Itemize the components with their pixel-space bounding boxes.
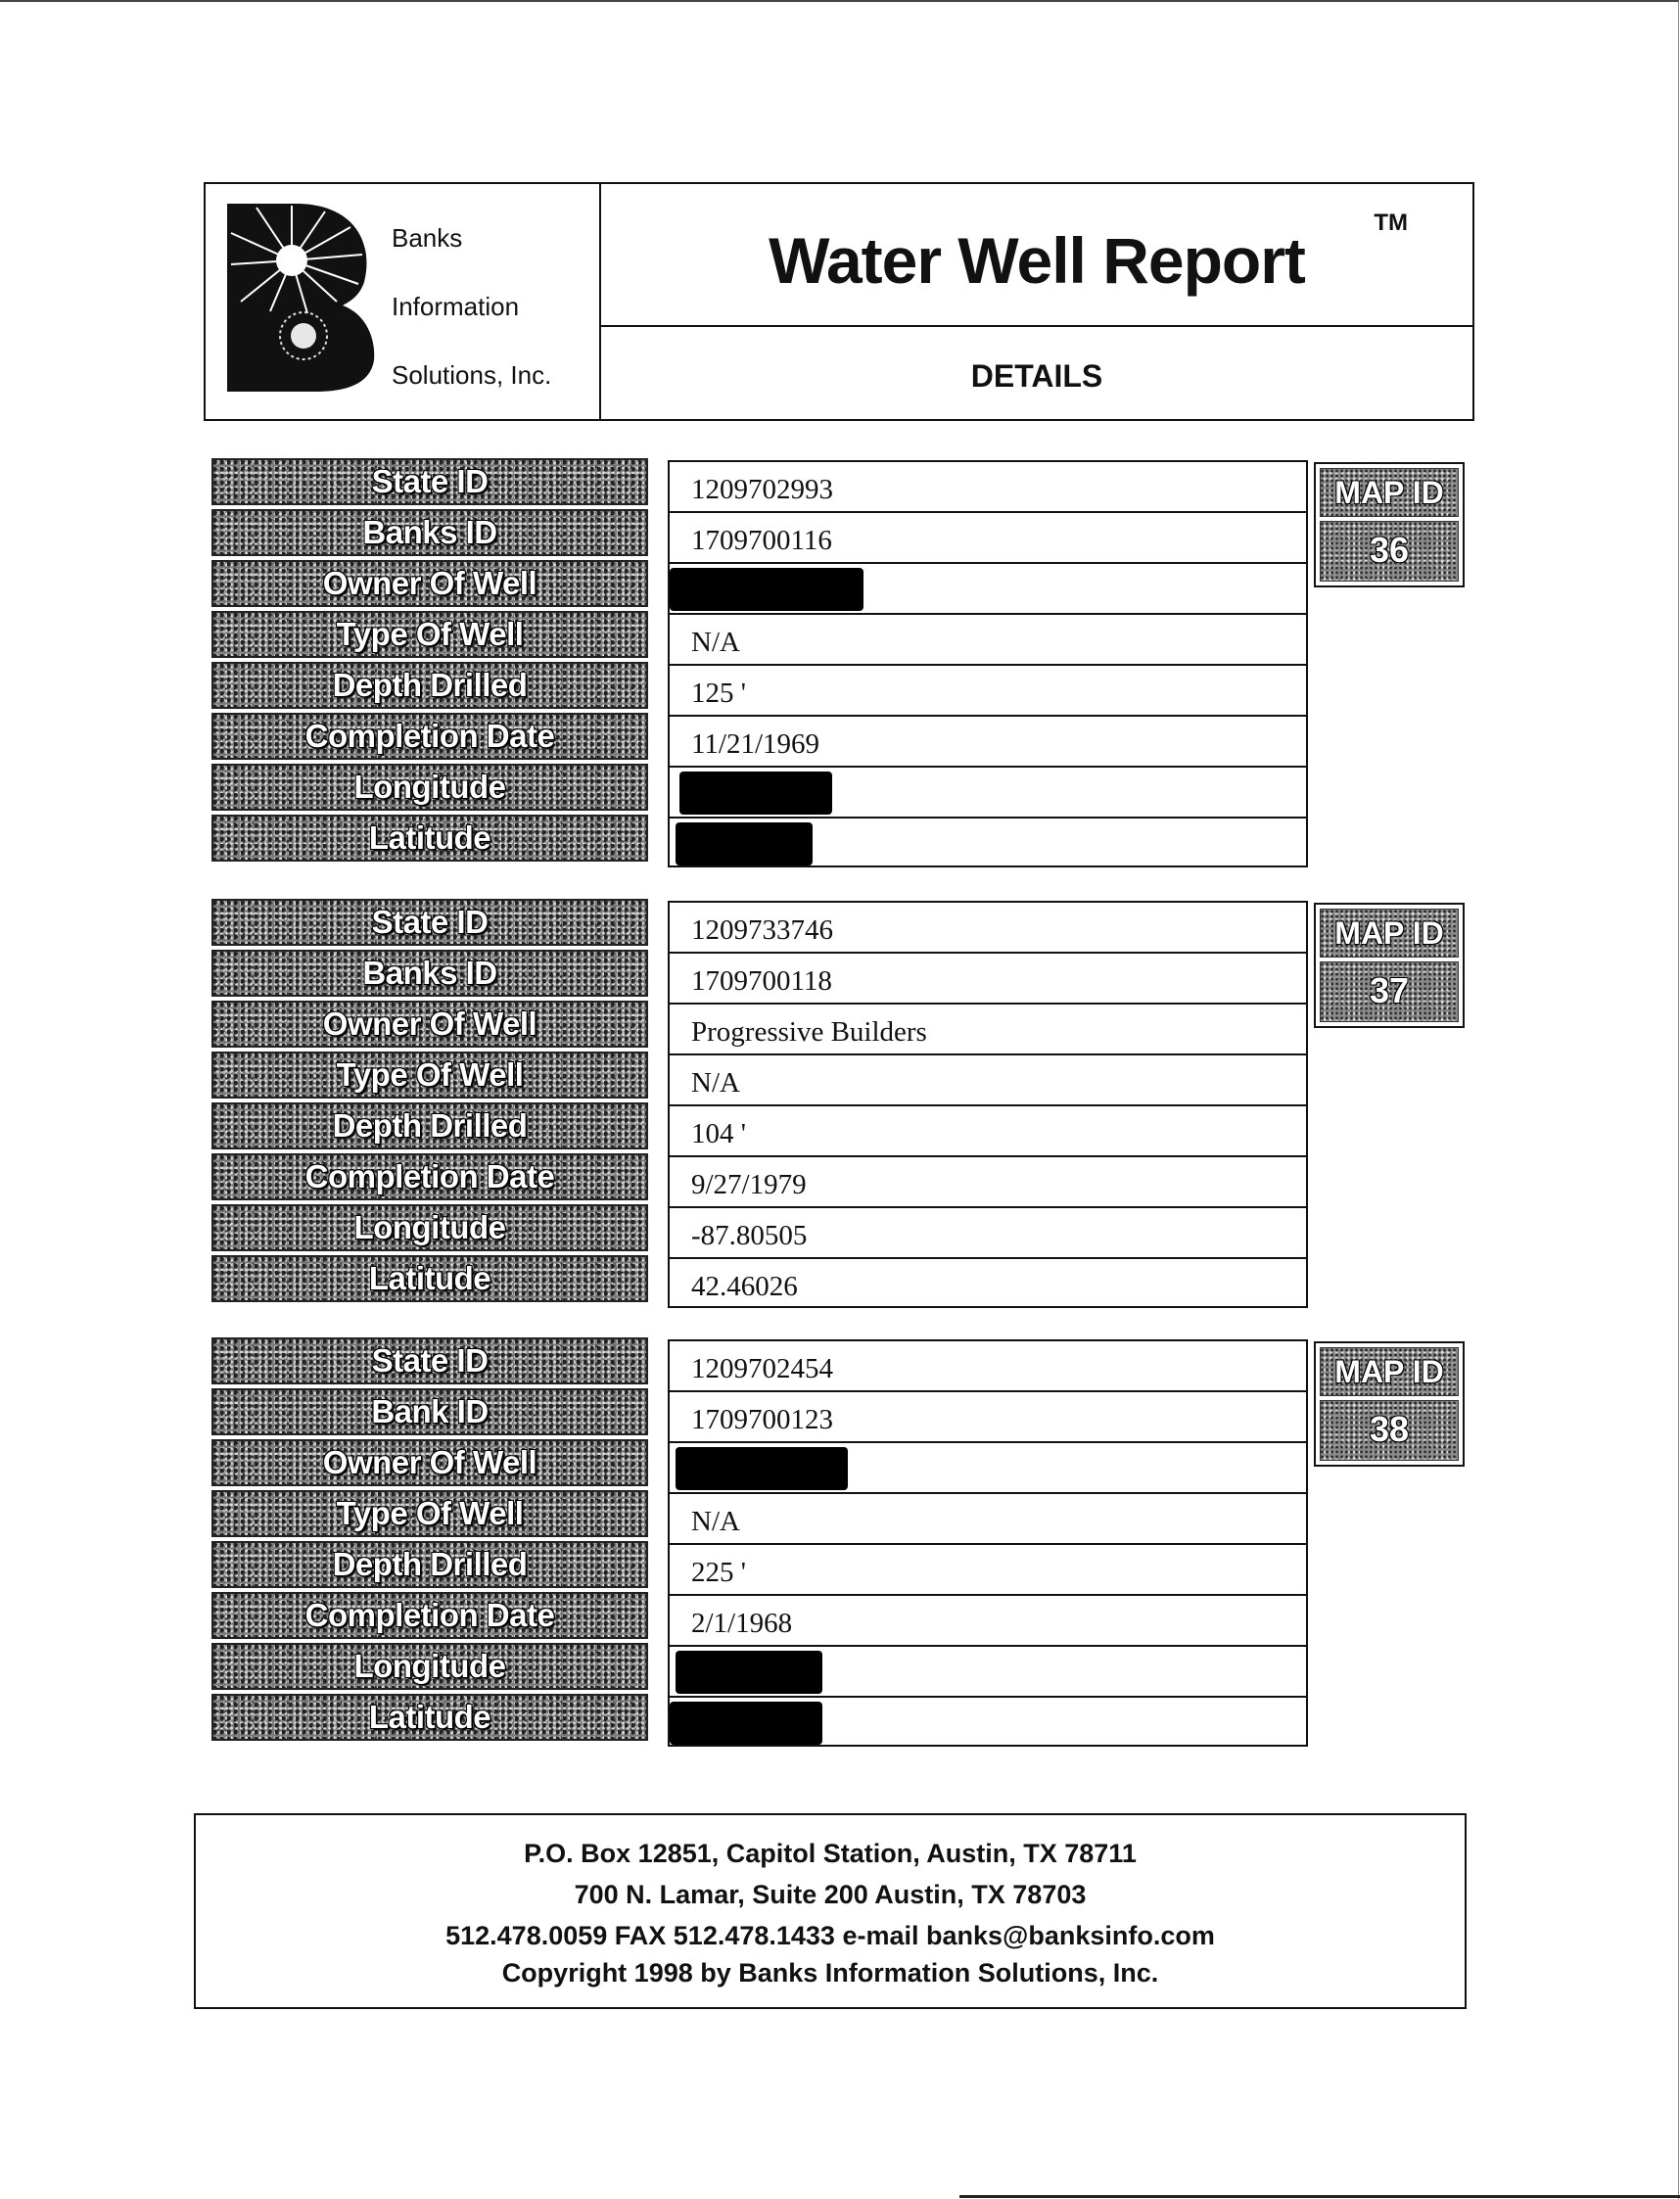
value-row	[670, 1157, 1306, 1208]
field-label: Banks ID	[211, 509, 648, 556]
value-row	[670, 1545, 1306, 1596]
field-value: Progressive Builders	[691, 1016, 927, 1048]
value-row	[670, 1208, 1306, 1259]
field-label: Owner Of Well	[211, 1001, 648, 1048]
map-id-box	[1314, 903, 1465, 1028]
company-name-line2: Information	[392, 292, 520, 321]
field-label: Depth Drilled	[211, 662, 648, 709]
field-label: Bank ID	[211, 1388, 648, 1435]
field-value: N/A	[691, 1506, 740, 1537]
field-value: 1209733746	[691, 914, 833, 946]
value-row	[670, 1443, 1306, 1494]
field-value: 1709700116	[691, 525, 832, 556]
company-logo-cell	[206, 184, 601, 419]
footer-phone-fax-email: 512.478.0059 FAX 512.478.1433 e-mail banks@banksinfo.com	[445, 1921, 1215, 1950]
field-value: N/A	[691, 627, 740, 658]
field-label: Longitude	[211, 1204, 648, 1251]
value-row	[670, 903, 1306, 954]
map-id-label: MAP ID	[1320, 909, 1459, 958]
value-row	[670, 1596, 1306, 1647]
map-id-label: MAP ID	[1320, 468, 1459, 517]
field-label: Latitude	[211, 1694, 648, 1741]
field-label: Owner Of Well	[211, 560, 648, 607]
field-value: 104 '	[691, 1118, 746, 1149]
value-row	[670, 1259, 1306, 1310]
field-label: Latitude	[211, 815, 648, 862]
value-row	[670, 717, 1306, 768]
redaction-block	[679, 772, 832, 815]
company-name-line1: Banks	[392, 223, 463, 253]
field-value: -87.80505	[691, 1220, 808, 1251]
field-label: Depth Drilled	[211, 1541, 648, 1588]
value-row	[670, 768, 1306, 819]
field-label: Longitude	[211, 764, 648, 811]
field-value: 9/27/1979	[691, 1169, 807, 1200]
field-label: Owner Of Well	[211, 1439, 648, 1486]
value-row	[670, 1341, 1306, 1392]
field-label: State ID	[211, 458, 648, 505]
page-subtitle: DETAILS	[970, 358, 1103, 394]
field-label: Longitude	[211, 1643, 648, 1690]
field-value: 1209702454	[691, 1353, 833, 1384]
field-label: State ID	[211, 899, 648, 946]
value-row	[670, 513, 1306, 564]
footer-copyright: Copyright 1998 by Banks Information Solutions, Inc.	[501, 1958, 1159, 1988]
field-labels	[211, 458, 652, 869]
field-label: Depth Drilled	[211, 1102, 648, 1149]
title-cell	[601, 184, 1472, 327]
field-label: Type Of Well	[211, 1052, 648, 1099]
redaction-block	[670, 568, 863, 611]
redaction-block	[676, 1447, 848, 1490]
field-value: 1209702993	[691, 474, 833, 505]
field-value: 11/21/1969	[691, 728, 820, 760]
field-value: 225 '	[691, 1557, 746, 1588]
map-id-label: MAP ID	[1320, 1347, 1459, 1396]
map-id-value: 38	[1320, 1400, 1459, 1461]
redaction-block	[670, 1702, 822, 1745]
map-id-value: 37	[1320, 961, 1459, 1022]
well-record	[211, 899, 1465, 1310]
value-row	[670, 462, 1306, 513]
field-values	[668, 1339, 1308, 1747]
value-row	[670, 1494, 1306, 1545]
well-record	[211, 458, 1465, 869]
report-header	[204, 182, 1474, 421]
footer-po-box: P.O. Box 12851, Capitol Station, Austin, TX 78711	[524, 1839, 1137, 1868]
page-title: Water Well Report	[769, 224, 1305, 297]
field-label: State ID	[211, 1337, 648, 1384]
field-value: 2/1/1968	[691, 1608, 793, 1639]
map-id-box	[1314, 1341, 1465, 1467]
value-row	[670, 1698, 1306, 1749]
field-label: Type Of Well	[211, 1490, 648, 1537]
value-row	[670, 1647, 1306, 1698]
well-record	[211, 1337, 1465, 1749]
scan-edge-line	[959, 2195, 1680, 2198]
field-value: N/A	[691, 1067, 740, 1099]
value-row	[670, 564, 1306, 615]
redaction-block	[676, 1651, 822, 1694]
field-value: 42.46026	[691, 1271, 798, 1302]
contact-footer	[194, 1813, 1467, 2009]
value-row	[670, 954, 1306, 1005]
field-label: Type Of Well	[211, 611, 648, 658]
value-row	[670, 819, 1306, 869]
field-label: Latitude	[211, 1255, 648, 1302]
field-values	[668, 901, 1308, 1308]
field-labels	[211, 899, 652, 1310]
value-row	[670, 1005, 1306, 1055]
field-label: Completion Date	[211, 713, 648, 760]
field-value: 1709700123	[691, 1404, 833, 1435]
banks-logo-icon	[227, 204, 378, 392]
redaction-block	[676, 822, 813, 866]
map-id-value: 36	[1320, 521, 1459, 582]
field-label: Banks ID	[211, 950, 648, 997]
field-value: 1709700118	[691, 965, 832, 997]
field-values	[668, 460, 1308, 867]
value-row	[670, 1106, 1306, 1157]
value-row	[670, 615, 1306, 666]
value-row	[670, 1392, 1306, 1443]
field-labels	[211, 1337, 652, 1749]
value-row	[670, 666, 1306, 717]
footer-street-address: 700 N. Lamar, Suite 200 Austin, TX 78703	[574, 1880, 1087, 1909]
field-value: 125 '	[691, 678, 746, 709]
trademark-mark: TM	[1374, 210, 1408, 236]
company-name-line3: Solutions, Inc.	[392, 360, 552, 390]
field-label: Completion Date	[211, 1592, 648, 1639]
map-id-box	[1314, 462, 1465, 587]
field-label: Completion Date	[211, 1153, 648, 1200]
value-row	[670, 1055, 1306, 1106]
